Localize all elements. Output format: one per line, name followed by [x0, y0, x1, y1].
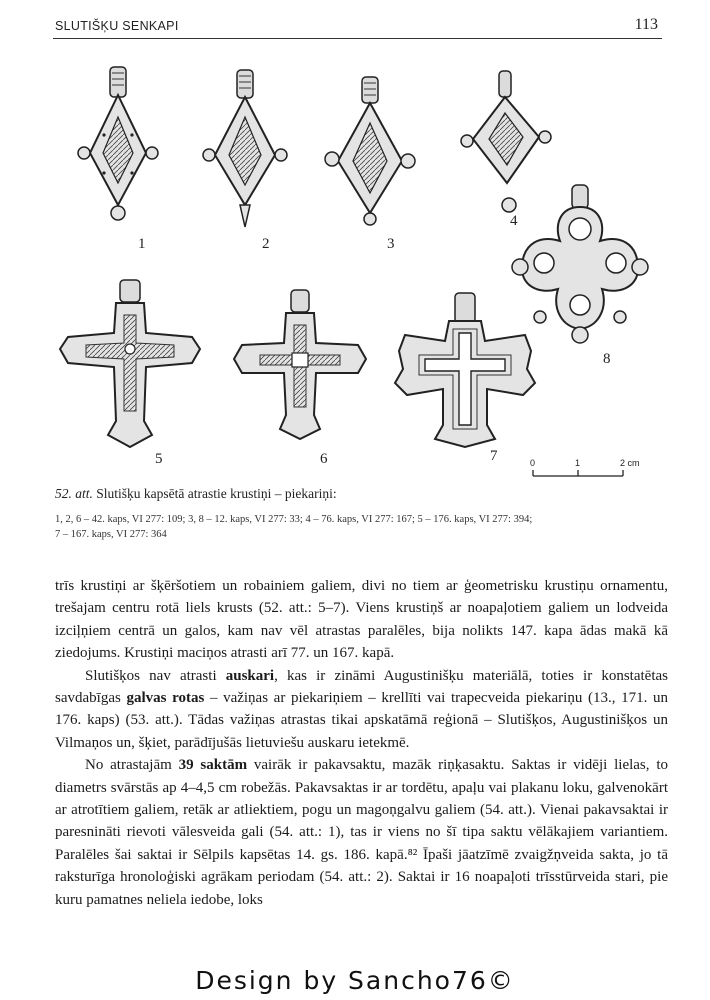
- scale-label-0: 0: [530, 458, 536, 468]
- figure-caption: [55, 486, 665, 502]
- p2-term-earrings: auskari: [225, 667, 275, 684]
- artifact-figure: [40, 55, 670, 485]
- item-label-6: 6: [320, 451, 328, 467]
- pendant-4: [461, 71, 551, 212]
- p2-text-e: – važiņas ar piekariņiem – krellīti vai trapecveida piekariņu (13., 171. un 176. kaps) (53. att.). Tādas važiņas atrastas tikai apskatāmā reģionā – Slutišķos, Augustinišķos un Vilmaņos un, šķiet, parādījušās lietuviešu auskaru ietekmē.: [55, 690, 668, 751]
- p2-term-head-ornaments: galvas rotas: [126, 690, 205, 707]
- pendant-3: [325, 77, 415, 225]
- running-title: SLUTIŠĶU SENKAPI: [55, 19, 179, 33]
- paragraph-2: [55, 665, 668, 755]
- paragraph-1: trīs krustiņi ar šķēršotiem un robainiem galiem, divi no tiem ar ģeometrisku krustiņu ornamentu, trešajam centru rotā liels krusts (52. att.: 5–7). Viens krustiņš ar noapaļotiem galiem un lodveida izciļņiem centrā un galos, kam nav vēl atrastas paralēles, bija nolikts 147. kapa ādas makā kā ziedojums. Krustiņi maciņos atrasti arī 77. un 167. kapā.: [55, 578, 668, 662]
- scale-bar: [530, 458, 640, 476]
- paragraph-3: [55, 754, 668, 911]
- item-label-8: 8: [603, 351, 611, 367]
- body-text: [55, 575, 668, 911]
- caption-title: Slutišķu kapsētā atrastie krustiņi – piekariņi:: [96, 486, 337, 501]
- p3-text-c: vairāk ir pakavsaktu, mazāk riņķasaktu. Saktas ir vidēji lielas, to diametrs svārstās ap 4–4,5 cm robežās. Pakavsaktas ir ar tordētu, apaļu vai plakanu loku, galvenokārt ar atrotītiem galiem, retāk ar atliektiem, pogu un magoņgalvu galiem (54. att.). Vienai pakavsaktai ir paresnināti rievoti vālesveida gali (54. att.: 1), tas ir viens no šī tipa saktu vēlākajiem variantiem. Paralēles šai saktai ir Sēlpils kapsētas 14. gs. 186. kapā.⁸² Īpaši jāatzīmē zvaigžņveida sakta, jo tā raksturīga hronoloģiski agrākam periodam (54. att.: 2). Saktai ir 16 noapaļoti trīsstūrveida stari, pie kuru pamatnes neliela iedobe, loks: [55, 757, 668, 908]
- item-label-7: 7: [490, 448, 498, 464]
- pendant-7: [395, 293, 535, 447]
- pendant-1: [78, 67, 158, 220]
- pendant-crosses-illustration: [40, 55, 670, 485]
- caption-references: [55, 512, 667, 542]
- pendant-5: [60, 280, 200, 447]
- scale-label-1: 1: [575, 458, 581, 468]
- p3-term-brooches: 39 saktām: [178, 757, 248, 774]
- pendant-8: [512, 185, 648, 343]
- item-label-5: 5: [155, 451, 163, 467]
- scale-label-2: 2 cm: [620, 458, 640, 468]
- p2-text-a: Slutišķos nav atrasti: [85, 667, 226, 684]
- item-label-4: 4: [510, 213, 518, 229]
- caption-refs-line-1: 1, 2, 6 – 42. kaps, VI 277: 109; 3, 8 – 12. kaps, VI 277: 33; 4 – 76. kaps, VI 277: 167; 5 – 176. kaps, VI 277: 394;: [55, 514, 533, 525]
- item-label-2: 2: [262, 236, 270, 252]
- pendant-2: [203, 70, 287, 227]
- pendant-6: [234, 290, 366, 439]
- watermark: Design by Sancho76©: [195, 966, 515, 995]
- p3-text-a: No atrastajām: [85, 757, 179, 774]
- caption-refs-line-2: 7 – 167. kaps, VI 277: 364: [55, 529, 167, 540]
- item-label-1: 1: [138, 236, 146, 252]
- page-number: 113: [634, 16, 658, 33]
- caption-label: 52. att.: [55, 486, 93, 501]
- p2-text-c: , kas ir zināmi Augustinišķu materiālā, toties ir konstatētas savdabīgas: [55, 667, 668, 707]
- item-label-3: 3: [387, 236, 395, 252]
- header-rule: [53, 38, 662, 39]
